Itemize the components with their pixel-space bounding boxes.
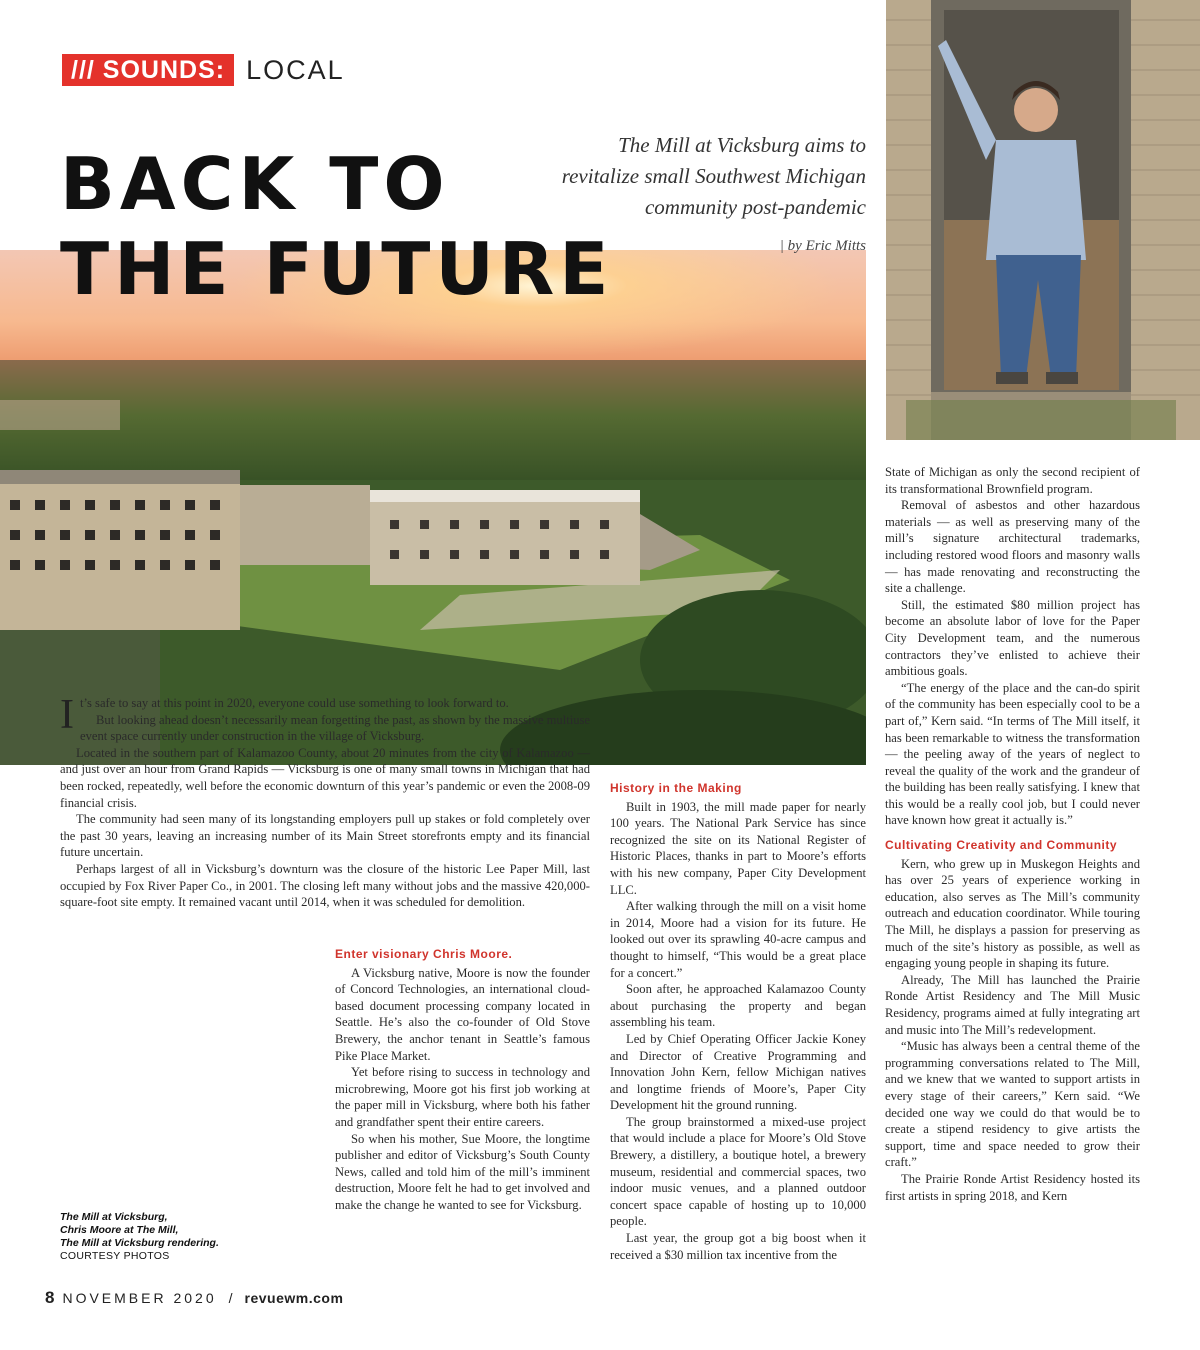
column-3-paragraph-3: Still, the estimated $80 million project has become an absolute labor of love for the Paper City Development team, and the numerous contractors they’ve enlisted to achieve their ambitious goals. [885, 597, 1140, 679]
byline: | by Eric Mitts [779, 238, 866, 254]
column-3-paragraph-6: Already, The Mill has launched the Prairie Ronde Artist Residency and The Mill Music Residency, programs aimed at fully integrating art and music into The Mill’s redevelopment. [885, 972, 1140, 1037]
column-3-paragraph-1: State of Michigan as only the second recipient of its transformational Brownfield program. [885, 465, 1140, 496]
intro-paragraph-5: Perhaps largest of all in Vicksburg’s downturn was the closure of the historic Lee Paper Mill, last occupied by Fox River Paper Co., in 2001. The closing left many without jobs and the massive 420,000-square-foot site empty. It remained vacant until 2014, when it was scheduled for demolition. [60, 861, 590, 910]
deck-line-2: revitalize small Southwest Michigan [561, 164, 866, 188]
headline [60, 142, 613, 312]
portrait-photo-illustration [886, 0, 1200, 440]
intro-paragraph-2: But looking ahead doesn’t necessarily mean forgetting the past, as shown by the massive multiuse event space currently under construction in the village of Vicksburg. [80, 712, 590, 744]
photo-caption [60, 1211, 330, 1263]
caption-line-1: The Mill at Vicksburg, [60, 1211, 168, 1223]
page-footer [45, 1288, 343, 1308]
portrait-photo-chris-moore [886, 0, 1200, 440]
intro-paragraph-3: Located in the southern part of Kalamazoo County, about 20 minutes from the city of Kalamazoo — and just over an hour from Grand Rapids — Vicksburg is one of many small towns in Michigan that had been rocked, repeatedly, well before the economic downturn of this year’s pandemic or even the 2008-09 financial crisis. [60, 745, 590, 810]
column-3-paragraph-8: The Prairie Ronde Artist Residency hosted its first artists in spring 2018, and Kern [885, 1171, 1140, 1203]
column-1-paragraph-1: A Vicksburg native, Moore is now the founder of Concord Technologies, an international cloud-based document processing company located in Seattle. He’s also the co-founder of Old Stove Brewery, the anchor tenant in Seattle’s famous Pike Place Market. [335, 965, 590, 1063]
section-tag-local: LOCAL [246, 54, 345, 85]
column-2-paragraph-6: Last year, the group got a big boost when it received a $30 million tax incentive from the [610, 1231, 866, 1262]
website-link[interactable]: revuewm.com [244, 1290, 344, 1306]
column-1-paragraph-3: So when his mother, Sue Moore, the longtime publisher and editor of Vicksburg’s South County News, called and told him of the mill’s imminent destruction, Moore felt he had to get involved and make the change he wanted to see for Vicksburg. [335, 1131, 590, 1212]
column-2-paragraph-5: The group brainstormed a mixed-use project that would include a place for Moore’s Old Stove Brewery, a distillery, a boutique hotel, a brewery museum, residential and commercial spaces, two indoor music venues, and a planned outdoor concert space capable of hosting up to 10,000 people. [610, 1114, 866, 1229]
hero-photo-illustration [0, 250, 866, 765]
column-2-paragraph-4: Led by Chief Operating Officer Jackie Koney and Director of Creative Programming and Innovation John Kern, fellow Michigan natives and longtime friends of Moore’s, Paper City Development hit the ground running. [610, 1031, 866, 1113]
article-column-1 [335, 946, 590, 1214]
column-3-paragraph-2: Removal of asbestos and other hazardous materials — as well as preserving many of the mill’s signature architectural trademarks, including restored wood floors and masonry walls — has made renovating and reconstructing the site a challenge. [885, 498, 1140, 596]
column-1-paragraph-2: Yet before rising to success in technology and microbrewing, Moore got his first job working at the paper mill in Vicksburg, where both his father and grandfather spent their entire careers. [335, 1065, 590, 1129]
caption-line-3: The Mill at Vicksburg rendering. [60, 1237, 219, 1249]
column-2-paragraph-3: Soon after, he approached Kalamazoo County about purchasing the property and began assembling his team. [610, 982, 866, 1030]
column-2-paragraph-1: Built in 1903, the mill made paper for nearly 100 years. The National Park Service has since recognized the site on its National Register of Historic Places, thanks in part to Moore’s efforts with his new company, Paper City Development LLC. [610, 799, 866, 897]
caption-line-2: Chris Moore at The Mill, [60, 1224, 179, 1236]
column-3-paragraph-5: Kern, who grew up in Muskegon Heights and has over 25 years of experience working in education, also serves as The Mill’s community outreach and education coordinator. While touring The Mill, he displays a passion for preserving as much of the site’s history as possible, as well as engaging young people in shaping its future. [885, 856, 1140, 971]
headline-line-1: BACK TO [60, 142, 450, 226]
drop-cap: I [60, 692, 74, 738]
subhead-history: History in the Making [610, 781, 742, 795]
section-tag [62, 54, 345, 86]
article-column-3 [885, 464, 1140, 1204]
column-3-paragraph-4: “The energy of the place and the can-do spirit of the community has been especially cool to be a part of,” Kern said. “In terms of The Mill itself, it has been remarkable to witness the transformation — the peeling away of the years of neglect to reveal the quality of the work and the grandeur of the building has been really satisfying. I knew that this would be a really cool job, but I could never have known how great it actually is.” [885, 680, 1140, 828]
intro-paragraph-4: The community had seen many of its longstanding employers pull up stakes or fold completely over the past 30 years, leaving an increasing number of its Main Street storefronts empty and its financial future uncertain. [60, 812, 590, 860]
hero-photo-mill [0, 250, 866, 765]
intro-paragraph-1: t’s safe to say at this point in 2020, everyone could use something to look forward to. [80, 696, 509, 710]
photo-credit: COURTESY PHOTOS [60, 1250, 170, 1262]
subhead-enter-visionary: Enter visionary Chris Moore. [335, 947, 513, 961]
deck-line-3: community post-pandemic [644, 195, 866, 219]
article-intro [60, 692, 590, 911]
issue-date: NOVEMBER 2020 [62, 1290, 217, 1306]
page-number: 8 [45, 1288, 55, 1307]
column-2-paragraph-2: After walking through the mill on a visit home in 2014, Moore had a vision for its future. He looked out over its sprawling 40-acre campus and thought to himself, “This would be a great place for a concert.” [610, 899, 866, 980]
column-3-paragraph-7: “Music has always been a central theme of the programming conversations related to The Mill, and we knew that we wanted to support artists in every stage of their careers,” Kern said. “We decided one way we could do that would be to create a stipend residency to give artists the support, time and space needed to grow their craft.” [885, 1039, 1140, 1170]
deck-line-1: The Mill at Vicksburg aims to [618, 133, 866, 157]
section-tag-label: /// SOUNDS: [62, 54, 234, 86]
footer-separator: / [228, 1290, 233, 1306]
headline-line-2: THE FUTURE [60, 227, 614, 311]
subhead-cultivating: Cultivating Creativity and Community [885, 838, 1118, 853]
article-column-2 [610, 780, 866, 1263]
